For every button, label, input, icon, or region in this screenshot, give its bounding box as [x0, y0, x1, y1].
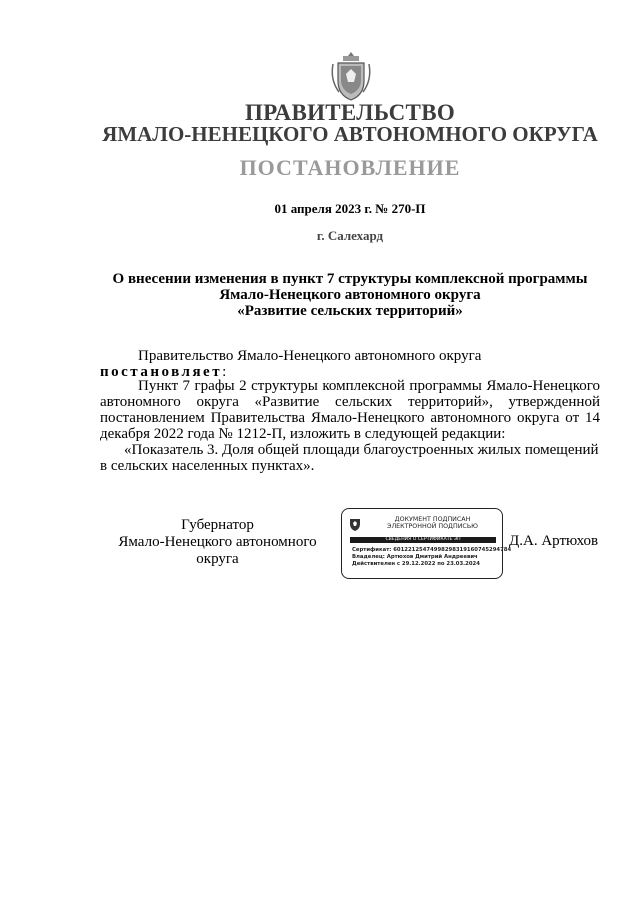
decree-verb: постановляет — [100, 364, 223, 380]
org-name-line2: ЯМАЛО-НЕНЕЦКОГО АВТОНОМНОГО ОКРУГА — [102, 122, 598, 146]
emblem-icon — [349, 517, 361, 531]
stamp-certificate: Сертификат: 60122125474998298319160745294784 — [352, 547, 512, 553]
stamp-header-line1: ДОКУМЕНТ ПОДПИСАН — [394, 516, 471, 523]
paragraph-amendment: Пункт 7 графы 2 структуры комплексной программы Ямало-Ненецкого автономного округа «Развитие сельских территорий», утвержденной постановлением Правительства Ямало-Ненецкого автономного округа от 14 декабря 2022 года № 1212-П, изложить в следующей редакции: — [100, 378, 600, 442]
document-title — [30, 271, 640, 319]
position-line1: Губернатор — [181, 517, 254, 533]
document-type: ПОСТАНОВЛЕНИЕ — [239, 155, 461, 180]
coat-of-arms-emblem — [329, 50, 373, 102]
stamp-validity: Действителен с 29.12.2022 по 23.03.2024 — [352, 561, 480, 567]
stamp-header-line2: ЭЛЕКТРОННОЙ ПОДПИСЬЮ — [387, 523, 478, 530]
signatory-name: Д.А. Артюхов — [509, 533, 599, 549]
paragraph-decree — [100, 348, 600, 380]
stamp-header — [370, 516, 495, 530]
position-line2: Ямало-Ненецкого автономного округа — [118, 534, 317, 567]
decree-text: Правительство Ямало-Ненецкого автономного округа — [138, 348, 482, 364]
title-line3: «Развитие сельских территорий» — [237, 303, 463, 319]
electronic-signature-stamp — [341, 508, 512, 579]
stamp-details — [352, 547, 511, 568]
title-line2: Ямало-Ненецкого автономного округа — [219, 287, 481, 303]
stamp-certificate-bar: СВЕДЕНИЯ О СЕРТИФИКАТЕ ЭП — [350, 537, 496, 543]
paragraph-indicator: «Показатель 3. Доля общей площади благоустроенных жилых помещений в сельских населенных пунктах». — [100, 442, 599, 474]
org-name-line1: ПРАВИТЕЛЬСТВО — [244, 100, 456, 125]
date-and-number: 01 апреля 2023 г. № 270-П — [274, 201, 426, 216]
stamp-owner: Владелец: Артюхов Дмитрий Андреевич — [352, 554, 478, 560]
decree-colon: : — [222, 364, 227, 380]
city: г. Салехард — [316, 228, 384, 243]
signatory-position — [100, 517, 335, 568]
title-line1: О внесении изменения в пункт 7 структуры комплексной программы — [112, 271, 588, 287]
